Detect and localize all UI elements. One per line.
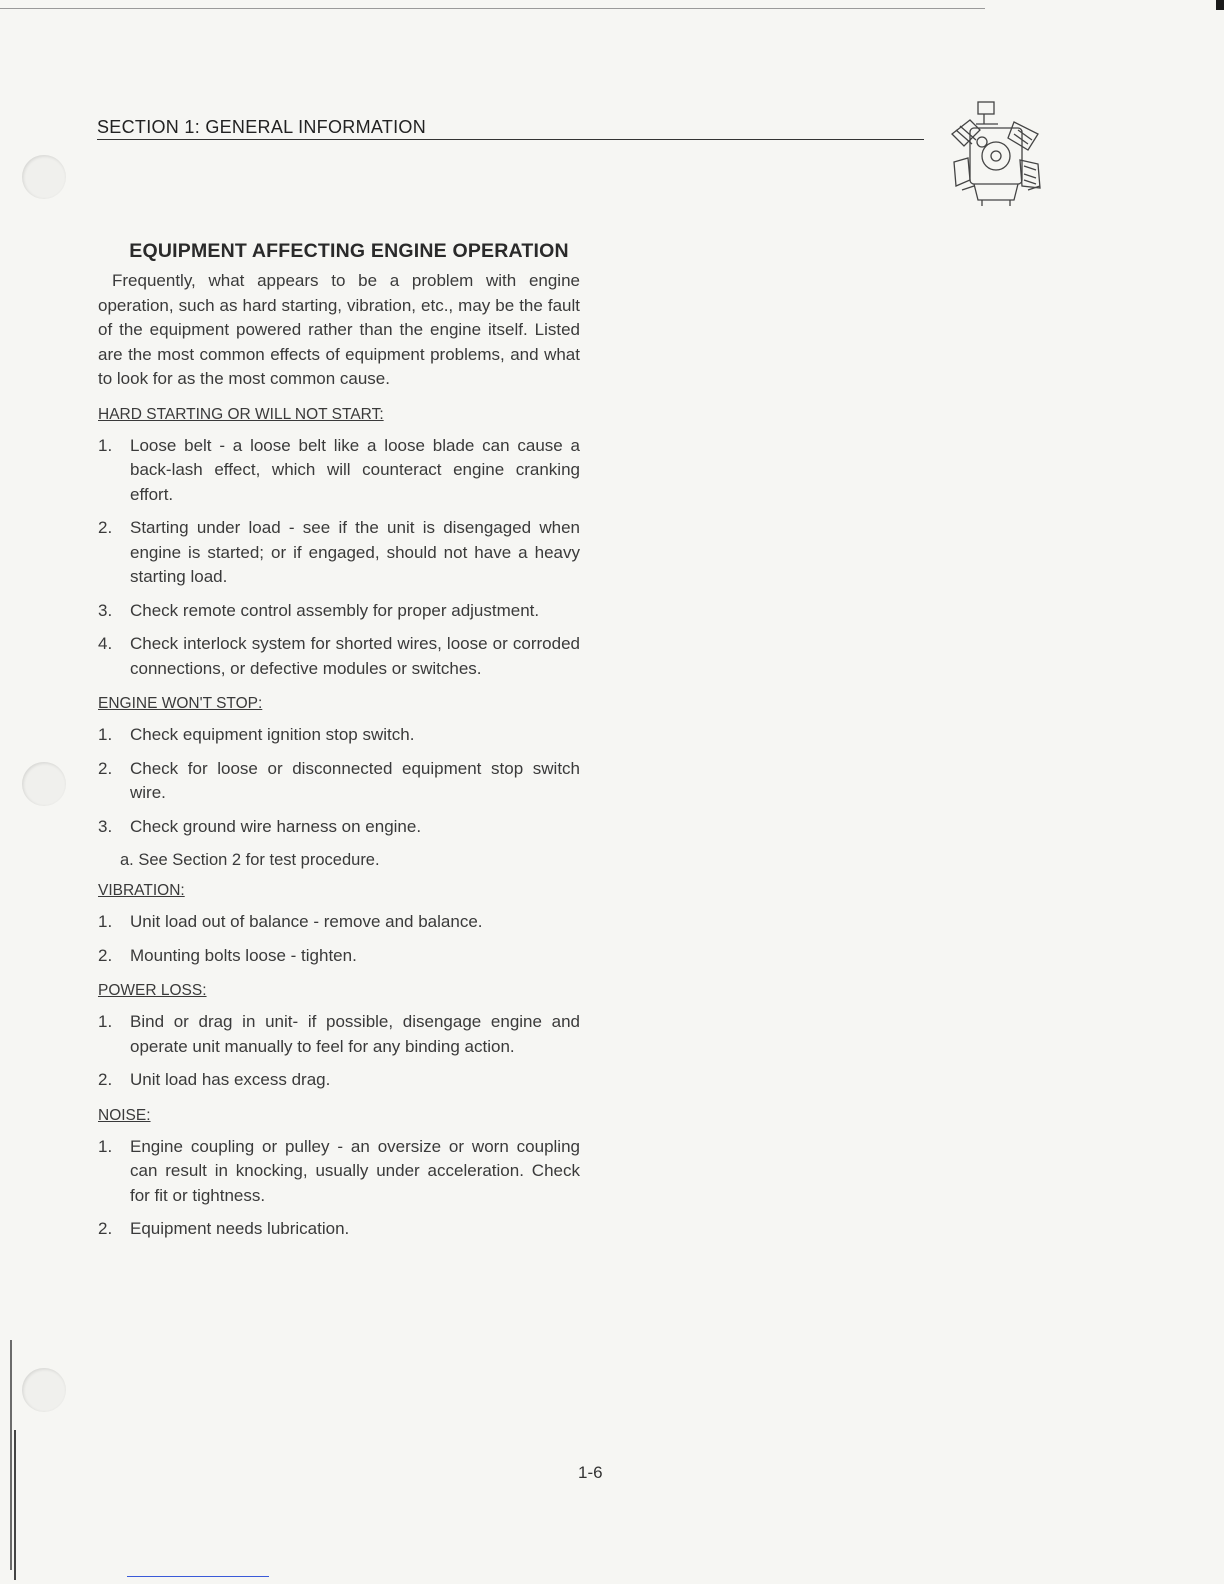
list-item — [98, 1010, 580, 1059]
list-item — [98, 434, 580, 508]
list-item — [98, 1217, 580, 1242]
intro-paragraph: Frequently, what appears to be a problem with engine operation, such as hard starting, vibration, etc., may be the fault of the equipment powered rather than the engine itself. Listed are the most common effects of equipment problems, and what to look for as the most common cause. — [98, 271, 580, 388]
main-content — [98, 240, 580, 1251]
list-item — [98, 815, 580, 840]
sub-note: a. See Section 2 for test procedure. — [120, 851, 380, 869]
item-text: Bind or drag in unit- if possible, disengage engine and operate unit manually to feel for any binding action. — [130, 1012, 580, 1056]
item-number: 2. — [98, 945, 113, 965]
item-text: Check ground wire harness on engine. — [130, 816, 422, 836]
item-text: Loose belt - a loose belt like a loose blade can cause a back-lash effect, which will counteract engine cranking effort. — [130, 435, 580, 504]
section-power-loss — [98, 982, 580, 1093]
binding-edge — [10, 1340, 12, 1570]
page-title: EQUIPMENT AFFECTING ENGINE OPERATION — [129, 240, 569, 262]
list-item — [98, 944, 580, 969]
section-heading: VIBRATION: — [98, 882, 185, 899]
section-heading: NOISE: — [98, 1106, 151, 1124]
list-item — [98, 1068, 580, 1093]
section-heading: POWER LOSS: — [98, 982, 207, 999]
item-text: Mounting bolts loose - tighten. — [130, 945, 357, 965]
section-heading: HARD STARTING OR WILL NOT START: — [98, 405, 384, 423]
list-item — [98, 632, 580, 681]
item-number: 2. — [98, 1070, 113, 1089]
item-text: Check for loose or disconnected equipment stop switch wire. — [130, 758, 580, 802]
section-engine-wont-stop — [98, 695, 580, 872]
item-text: Check equipment ignition stop switch. — [130, 725, 415, 744]
list-item — [98, 910, 580, 935]
section-vibration — [98, 882, 580, 968]
punch-hole — [22, 1368, 66, 1412]
list-item — [98, 757, 580, 806]
item-number: 1. — [98, 1012, 113, 1031]
section-header — [97, 117, 924, 140]
section-header-text: SECTION 1: GENERAL INFORMATION — [97, 117, 427, 137]
bottom-scan-mark — [127, 1576, 269, 1577]
item-text: Unit load has excess drag. — [130, 1070, 331, 1089]
item-number: 1. — [98, 1136, 113, 1156]
item-text: Check interlock system for shorted wires, loose or corroded connections, or defective modules or switches. — [130, 634, 580, 678]
section-noise — [98, 1107, 580, 1242]
top-scan-rule — [0, 8, 985, 9]
item-number: 1. — [98, 725, 113, 744]
item-number: 1. — [98, 912, 113, 931]
item-number: 2. — [98, 518, 113, 537]
item-text: Starting under load - see if the unit is disengaged when engine is started; or if engaged, should not have a heavy starting load. — [130, 518, 580, 586]
item-number: 2. — [98, 1219, 113, 1238]
punch-hole — [22, 762, 66, 806]
item-number: 2. — [98, 758, 113, 778]
item-number: 3. — [98, 816, 113, 836]
item-number: 4. — [98, 634, 113, 653]
item-number: 1. — [98, 435, 113, 455]
section-heading: ENGINE WON'T STOP: — [98, 695, 263, 712]
item-text: Unit load out of balance - remove and balance. — [130, 912, 483, 931]
list-item — [98, 1135, 580, 1209]
item-number: 3. — [98, 600, 113, 620]
section-hard-starting — [98, 406, 580, 682]
page-number: 1-6 — [578, 1463, 603, 1482]
item-text: Equipment needs lubrication. — [130, 1219, 350, 1238]
item-text: Engine coupling or pulley - an oversize or worn coupling can result in knocking, usually under acceleration. Check for fit or tightness. — [130, 1136, 580, 1205]
list-item — [98, 599, 580, 624]
scan-edge-mark — [1216, 0, 1224, 10]
punch-hole — [22, 155, 66, 199]
item-text: Check remote control assembly for proper adjustment. — [130, 600, 540, 620]
binding-edge — [14, 1430, 16, 1580]
engine-illustration — [948, 100, 1048, 210]
list-item — [98, 516, 580, 590]
list-item — [98, 723, 580, 748]
